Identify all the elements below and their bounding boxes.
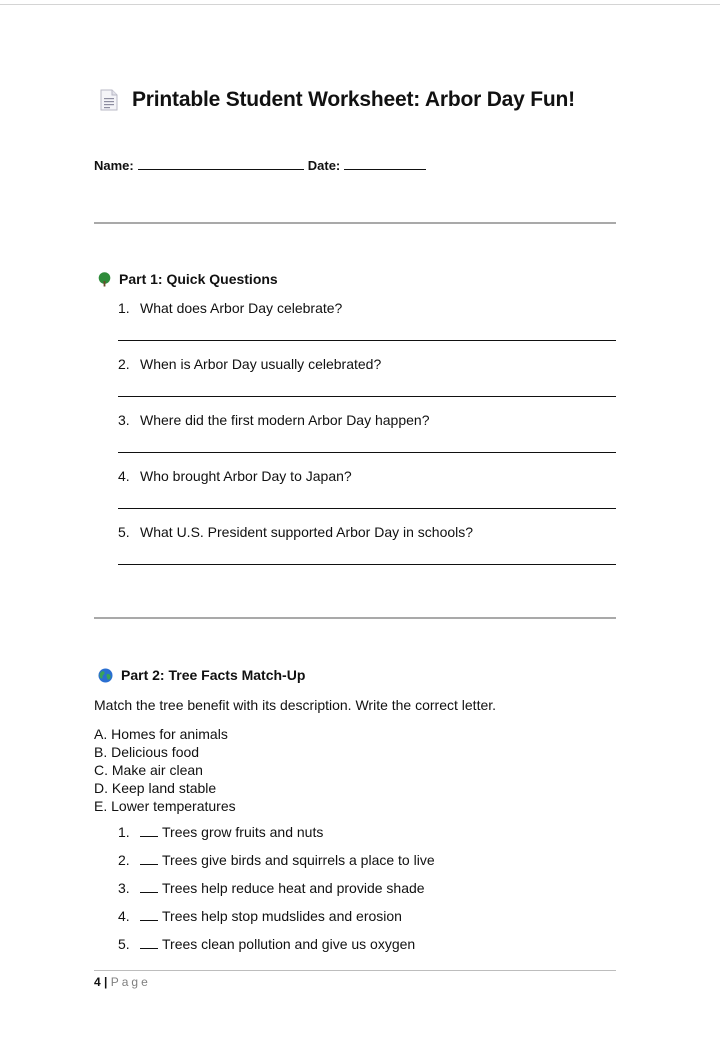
- question-text: What U.S. President supported Arbor Day in schools?: [140, 524, 474, 540]
- match-instructions: Match the tree benefit with its description. Write the correct letter.: [94, 697, 497, 713]
- footer-separator: |: [104, 975, 108, 989]
- letter-blank[interactable]: [140, 936, 158, 949]
- page-word: Page: [110, 975, 151, 989]
- match-number: 2.: [118, 852, 130, 868]
- page-number: 4: [94, 975, 101, 989]
- question-text: What does Arbor Day celebrate?: [140, 300, 343, 316]
- part2-heading: [98, 667, 305, 683]
- option-item: C. Make air clean: [94, 762, 203, 778]
- date-blank[interactable]: [344, 157, 426, 170]
- match-number: 1.: [118, 824, 130, 840]
- name-blank[interactable]: [138, 157, 304, 170]
- option-item: A. Homes for animals: [94, 726, 228, 742]
- question-text: Who brought Arbor Day to Japan?: [140, 468, 352, 484]
- question-number: 3.: [118, 412, 130, 428]
- question-number: 4.: [118, 468, 130, 484]
- question-number: 2.: [118, 356, 130, 372]
- name-label: Name:: [94, 158, 134, 173]
- benefit-options: [94, 725, 236, 815]
- match-number: 4.: [118, 908, 130, 924]
- match-text: Trees help reduce heat and provide shade: [162, 880, 425, 896]
- page-title: Printable Student Worksheet: Arbor Day Fun!: [132, 88, 575, 111]
- globe-icon: [98, 668, 113, 683]
- title-row: [100, 88, 575, 112]
- page-footer: [94, 975, 151, 989]
- answer-line[interactable]: [118, 396, 616, 397]
- question-number: 5.: [118, 524, 130, 540]
- question-text: Where did the first modern Arbor Day happen?: [140, 412, 430, 428]
- match-text: Trees clean pollution and give us oxygen: [162, 936, 416, 952]
- question-text: When is Arbor Day usually celebrated?: [140, 356, 382, 372]
- question-item: [118, 410, 616, 466]
- option-item: E. Lower temperatures: [94, 798, 236, 814]
- question-item: [118, 466, 616, 522]
- question-list: [118, 298, 616, 578]
- document-icon: [100, 89, 118, 111]
- section-divider: [94, 222, 616, 224]
- section-divider: [94, 617, 616, 619]
- answer-line[interactable]: [118, 564, 616, 565]
- match-number: 5.: [118, 936, 130, 952]
- date-label: Date:: [307, 158, 341, 173]
- top-border: [0, 4, 720, 5]
- match-text: Trees grow fruits and nuts: [162, 824, 324, 840]
- letter-blank[interactable]: [140, 824, 158, 837]
- match-number: 3.: [118, 880, 130, 896]
- name-date-row: [94, 157, 426, 173]
- answer-line[interactable]: [118, 508, 616, 509]
- letter-blank[interactable]: [140, 880, 158, 893]
- option-item: D. Keep land stable: [94, 780, 217, 796]
- part1-heading-text: Part 1: Quick Questions: [119, 271, 278, 287]
- tree-icon: [98, 272, 111, 287]
- question-item: [118, 298, 616, 354]
- answer-line[interactable]: [118, 452, 616, 453]
- letter-blank[interactable]: [140, 852, 158, 865]
- question-item: [118, 354, 616, 410]
- footer-divider: [94, 970, 616, 971]
- answer-line[interactable]: [118, 340, 616, 341]
- letter-blank[interactable]: [140, 908, 158, 921]
- part1-heading: [98, 271, 278, 287]
- part2-heading-text: Part 2: Tree Facts Match-Up: [121, 667, 306, 683]
- match-text: Trees help stop mudslides and erosion: [162, 908, 402, 924]
- option-item: B. Delicious food: [94, 744, 200, 760]
- match-text: Trees give birds and squirrels a place to live: [162, 852, 435, 868]
- question-item: [118, 522, 616, 578]
- question-number: 1.: [118, 300, 130, 316]
